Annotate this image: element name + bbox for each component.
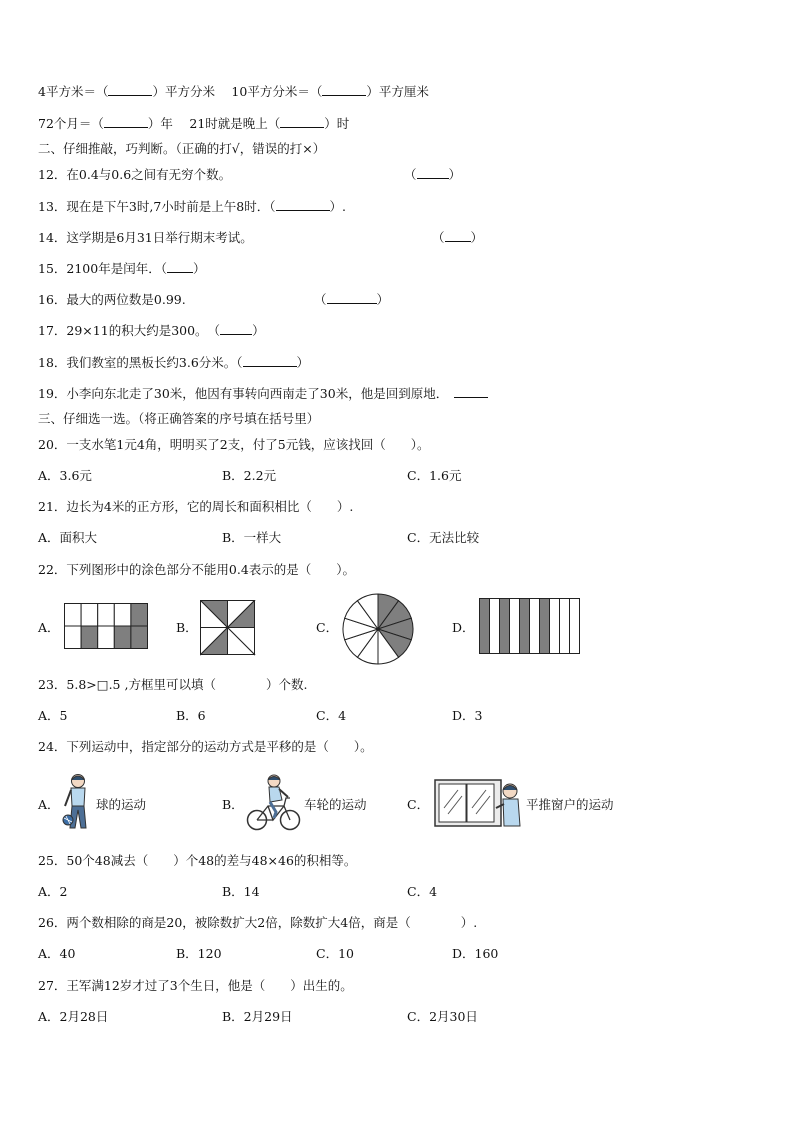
- option-25-a[interactable]: A．2: [38, 884, 68, 899]
- option-24-b[interactable]: B．: [222, 797, 244, 812]
- question-24: 24．下列运动中，指定部分的运动方式是平移的是（ ）。: [38, 739, 373, 754]
- option-21-c[interactable]: C．无法比较: [407, 530, 480, 545]
- question-23: 23．5.8>□.5 ,方框里可以填（ ）个数.: [38, 677, 308, 692]
- answer-blank[interactable]: [454, 386, 488, 398]
- window-illustration: [434, 778, 526, 830]
- option-22-a[interactable]: A．: [38, 620, 60, 635]
- figure-circle-c: [341, 592, 415, 666]
- label-window-motion: 平推窗户的运动: [526, 797, 614, 812]
- question-15: 15．2100年是闰年．（ ）: [38, 261, 206, 276]
- question-18: 18．我们教室的黑板长约3.6分米。（ ）: [38, 355, 310, 370]
- question-12: 12．在0.4与0.6之间有无穷个数。: [38, 167, 232, 182]
- option-24-c[interactable]: C．: [407, 797, 430, 812]
- option-20-b[interactable]: B．2.2元: [222, 468, 277, 483]
- section-3-heading: 三、仔细选一选。（将正确答案的序号填在括号里）: [38, 411, 320, 426]
- answer-bracket-14[interactable]: （ ）: [432, 230, 484, 245]
- option-27-a[interactable]: A．2月28日: [38, 1009, 109, 1024]
- figure-square-b: [200, 600, 256, 656]
- answer-blank[interactable]: [322, 84, 366, 96]
- option-26-d[interactable]: D．160: [452, 946, 499, 961]
- option-20-a[interactable]: A．3.6元: [38, 468, 92, 483]
- question-19: 19．小李向东北走了30米，他因有事转向西南走了30米，他是回到原地．: [38, 386, 488, 402]
- answer-bracket-16[interactable]: （ ）: [314, 292, 390, 307]
- answer-blank[interactable]: [104, 116, 148, 128]
- option-23-c[interactable]: C．4: [316, 708, 347, 723]
- option-26-b[interactable]: B．120: [176, 946, 222, 961]
- question-13: 13．现在是下午3时,7小时前是上午8时．（ ）.: [38, 199, 346, 214]
- answer-blank[interactable]: [276, 199, 330, 211]
- question-20: 20．一支水笔1元4角，明明买了2支，付了5元钱，应该找回（ ）。: [38, 437, 430, 452]
- question-26: 26．两个数相除的商是20，被除数扩大2倍，除数扩大4倍，商是（ ）.: [38, 915, 478, 930]
- option-22-d[interactable]: D．: [452, 620, 475, 635]
- answer-bracket-12[interactable]: （ ）: [404, 167, 462, 182]
- answer-blank[interactable]: [220, 323, 252, 335]
- figure-strips-d: [479, 598, 581, 654]
- option-27-c[interactable]: C．2月30日: [407, 1009, 478, 1024]
- option-20-c[interactable]: C．1.6元: [407, 468, 462, 483]
- option-26-a[interactable]: A．40: [38, 946, 76, 961]
- question-16: 16．最大的两位数是0.99.: [38, 292, 186, 307]
- section-2-heading: 二、仔细推敲，巧判断。（正确的打√，错误的打×）: [38, 141, 326, 156]
- option-21-a[interactable]: A．面积大: [38, 530, 98, 545]
- option-27-b[interactable]: B．2月29日: [222, 1009, 293, 1024]
- bicycle-illustration: [246, 772, 302, 834]
- question-14: 14．这学期是6月31日举行期末考试。: [38, 230, 253, 245]
- answer-blank[interactable]: [243, 355, 297, 367]
- question-21: 21．边长为4米的正方形，它的周长和面积相比（ ）.: [38, 499, 354, 514]
- option-24-a[interactable]: A．: [38, 797, 60, 812]
- option-23-b[interactable]: B．6: [176, 708, 206, 723]
- option-26-c[interactable]: C．10: [316, 946, 354, 961]
- label-ball-motion: 球的运动: [96, 797, 147, 812]
- label-wheel-motion: 车轮的运动: [304, 797, 367, 812]
- line-area-conversion: 4平方米＝（ ）平方分米 10平方分米＝（ ）平方厘米: [38, 84, 429, 99]
- boy-ball-illustration: [60, 772, 96, 832]
- option-22-c[interactable]: C．: [316, 620, 339, 635]
- answer-blank[interactable]: [167, 261, 193, 273]
- question-17: 17．29×11的积大约是300。 （ ）: [38, 323, 265, 338]
- option-23-a[interactable]: A．5: [38, 708, 68, 723]
- question-27: 27．王军满12岁才过了3个生日，他是（ ）出生的。: [38, 978, 353, 993]
- option-21-b[interactable]: B．一样大: [222, 530, 282, 545]
- figure-grid-a: [64, 603, 150, 649]
- option-23-d[interactable]: D．3: [452, 708, 483, 723]
- question-22: 22．下列图形中的涂色部分不能用0.4表示的是（ ）。: [38, 562, 356, 577]
- answer-blank[interactable]: [108, 84, 152, 96]
- option-25-b[interactable]: B．14: [222, 884, 260, 899]
- answer-blank[interactable]: [280, 116, 324, 128]
- option-22-b[interactable]: B．: [176, 620, 198, 635]
- option-25-c[interactable]: C．4: [407, 884, 438, 899]
- line-time-conversion: 72个月＝（ ）年 21时就是晚上（ ）时: [38, 116, 350, 131]
- question-25: 25．50个48减去（ ）个48的差与48×46的积相等。: [38, 853, 357, 868]
